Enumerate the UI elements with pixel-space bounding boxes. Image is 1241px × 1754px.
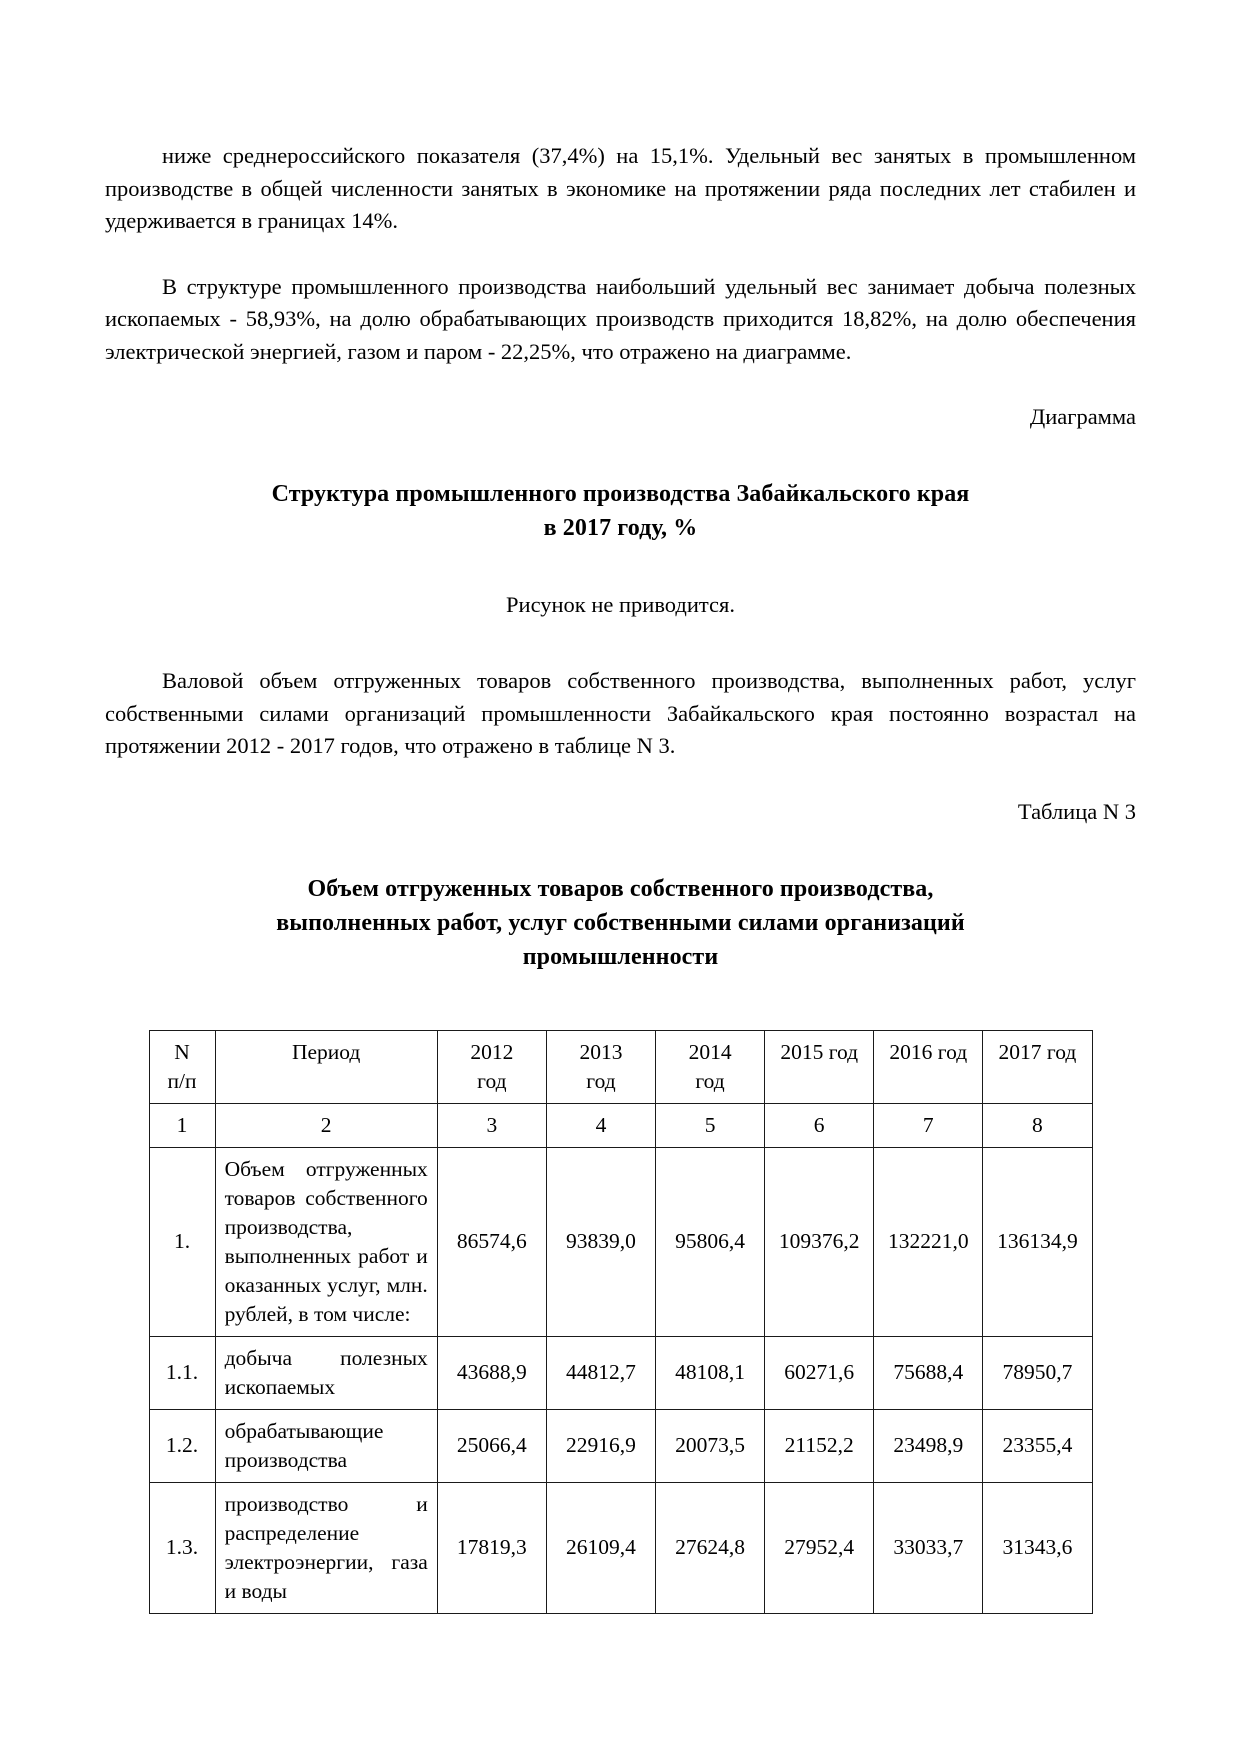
spacer: [105, 974, 1136, 1030]
row-index: 1.2.: [149, 1409, 215, 1482]
table-caption-label: Таблица N 3: [1017, 798, 1136, 824]
table-header-cell-6: [874, 1030, 983, 1103]
row-value: 43688,9: [437, 1336, 546, 1409]
row-label: Объем отгруженных товаров собственного производства, выполненных работ и оказанных услуг, млн. рублей, в том числе:: [215, 1147, 437, 1336]
diagram-placeholder-note: Рисунок не приводится.: [506, 592, 735, 617]
row-label: производство и распределение электроэнергии, газа и воды: [215, 1482, 437, 1613]
table-header-row: [149, 1030, 1092, 1103]
shipped-goods-table: [149, 1030, 1093, 1614]
header-line-2: год: [477, 1068, 507, 1093]
column-number-cell: 7: [874, 1103, 983, 1147]
row-value: 31343,6: [983, 1482, 1092, 1613]
paragraph-employment-share: ниже среднероссийского показателя (37,4%) на 15,1%. Удельный вес занятых в промышленном производстве в общей численности занятых в экономике на протяжении ряда последних лет стабилен и удерживается в границах 14%.: [105, 143, 1136, 233]
diagram-title: [105, 477, 1136, 545]
spacer: [105, 433, 1136, 477]
column-number-cell: 6: [765, 1103, 874, 1147]
column-number-cell: 4: [546, 1103, 655, 1147]
column-number-cell: 2: [215, 1103, 437, 1147]
row-value: 136134,9: [983, 1147, 1092, 1336]
row-value: 27624,8: [656, 1482, 765, 1613]
row-value: 20073,5: [656, 1409, 765, 1482]
paragraph-gross-volume: Валовой объем отгруженных товаров собственного производства, выполненных работ, услуг собственными силами организаций промышленности Забайкальского края постоянно возрастал на протяжении 2012 - 2017 годов, что отражено в таблице N 3.: [105, 668, 1136, 758]
table-header-cell-2: [437, 1030, 546, 1103]
table-title-line-1: Объем отгруженных товаров собственного производства,: [307, 875, 934, 902]
row-value: 23498,9: [874, 1409, 983, 1482]
diagram-title-line-2: в 2017 году, %: [543, 515, 698, 541]
header-line-2: год: [695, 1068, 725, 1093]
row-value: 132221,0: [874, 1147, 983, 1336]
row-value: 48108,1: [656, 1336, 765, 1409]
row-value: 25066,4: [437, 1409, 546, 1482]
row-value: 23355,4: [983, 1409, 1092, 1482]
header-line-1: 2017 год: [998, 1039, 1077, 1064]
table-header-cell-0: [149, 1030, 215, 1103]
row-value: 60271,6: [765, 1336, 874, 1409]
table-row: [149, 1409, 1092, 1482]
row-value: 95806,4: [656, 1147, 765, 1336]
row-value: 75688,4: [874, 1336, 983, 1409]
header-line-1: Период: [291, 1039, 361, 1064]
row-value: 44812,7: [546, 1336, 655, 1409]
row-value: 109376,2: [765, 1147, 874, 1336]
spacer: [105, 828, 1136, 872]
table-row: [149, 1482, 1092, 1613]
column-number-cell: 5: [656, 1103, 765, 1147]
row-label: обрабатывающие производства: [215, 1409, 437, 1482]
row-value: 27952,4: [765, 1482, 874, 1613]
spacer: [105, 368, 1136, 401]
row-value: 22916,9: [546, 1409, 655, 1482]
table-header-cell-1: [215, 1030, 437, 1103]
header-line-1: 2016 год: [889, 1039, 968, 1064]
header-line-2: год: [586, 1068, 616, 1093]
row-label: добыча полезных ископаемых: [215, 1336, 437, 1409]
row-value: 78950,7: [983, 1336, 1092, 1409]
header-line-1: N: [174, 1039, 190, 1064]
header-line-2: п/п: [167, 1068, 197, 1093]
column-number-cell: 1: [149, 1103, 215, 1147]
table-header-cell-5: [765, 1030, 874, 1103]
table-header-cell-3: [546, 1030, 655, 1103]
table-title-line-3: промышленности: [522, 943, 719, 970]
paragraph-industry-structure: В структуре промышленного производства наибольший удельный вес занимает добыча полезных ископаемых - 58,93%, на долю обрабатывающих производств приходится 18,82%, на долю обеспечения электрической энергией, газом и паром - 22,25%, что отражено на диаграмме.: [105, 273, 1136, 364]
spacer: [105, 763, 1136, 796]
table-title: [105, 872, 1136, 974]
table-header-cell-4: [656, 1030, 765, 1103]
row-value: 93839,0: [546, 1147, 655, 1336]
row-value: 21152,2: [765, 1409, 874, 1482]
header-line-1: 2014: [688, 1039, 732, 1064]
header-line-1: 2013: [579, 1039, 623, 1064]
table-title-line-2: выполненных работ, услуг собственными силами организаций: [276, 909, 965, 936]
table-header-cell-7: [983, 1030, 1092, 1103]
spacer: [105, 238, 1136, 271]
table-row: [149, 1147, 1092, 1336]
column-number-cell: 8: [983, 1103, 1092, 1147]
diagram-title-line-1: Структура промышленного производства Забайкальского края: [271, 481, 970, 507]
row-value: 33033,7: [874, 1482, 983, 1613]
header-line-1: 2015 год: [780, 1039, 859, 1064]
spacer: [105, 621, 1136, 665]
row-value: 17819,3: [437, 1482, 546, 1613]
table-column-number-row: [149, 1103, 1092, 1147]
row-index: 1.: [149, 1147, 215, 1336]
row-value: 86574,6: [437, 1147, 546, 1336]
row-index: 1.3.: [149, 1482, 215, 1613]
row-value: 26109,4: [546, 1482, 655, 1613]
table-row: [149, 1336, 1092, 1409]
row-index: 1.1.: [149, 1336, 215, 1409]
diagram-caption-label: Диаграмма: [1029, 404, 1136, 429]
column-number-cell: 3: [437, 1103, 546, 1147]
spacer: [105, 545, 1136, 589]
header-line-1: 2012: [470, 1039, 514, 1064]
